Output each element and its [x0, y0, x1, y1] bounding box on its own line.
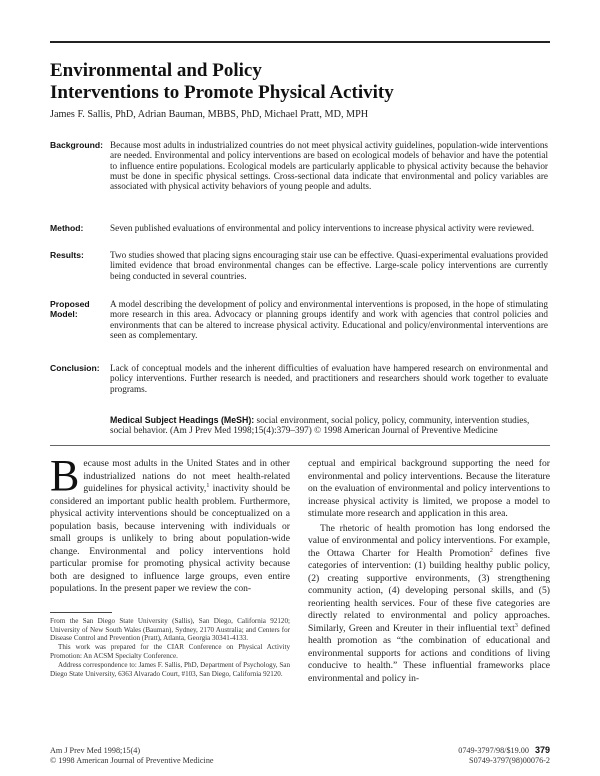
body-column-right	[308, 458, 550, 685]
body-paragraph	[308, 523, 550, 686]
intro-paragraph	[50, 451, 290, 596]
citation-1: 1	[206, 482, 210, 489]
section-divider	[50, 445, 550, 446]
footnotes	[50, 617, 290, 679]
copyright-notice: © 1998 American Journal of Preventive Medicine	[50, 755, 214, 765]
mesh-text: social environment, social policy, policy, community, intervention studies, social behavior. (Am J Prev Med 1998;15(4):379–397) © 1998 American Journal of Preventive Medicine	[110, 415, 530, 436]
body-text: The rhetoric of health promotion has long endorsed the value of environmental and policy interventions. For example, the Ottawa Charter for Health Promotion	[308, 522, 550, 559]
abstract-text: Two studies showed that placing signs encouraging stair use can be effective. Quasi-experimental evaluations provided limited evidence that broad environmental changes can be effective. Large-scale policy interventions are currently being conducted in several countries.	[110, 250, 548, 281]
abstract-text: A model describing the development of policy and environmental interventions is proposed, in the hope of stimulating more research in this area. Advocacy or planning groups identify and work with agencies that control policies and environments that can be altered to increase physical activity. Educational and policy/environmental interventions are seen as complementary.	[110, 299, 548, 340]
pii-code: S0749-3797(98)00076-2	[469, 755, 550, 765]
abstract-text: Lack of conceptual models and the inherent difficulties of evaluation have hampered research on environmental and policy interventions. Further research is needed, and practitioners and researchers should work together to evaluate programs.	[110, 363, 548, 394]
abstract-label: Method:	[50, 223, 84, 233]
abstract-label: Conclusion:	[50, 363, 100, 373]
footnote-affiliations: From the San Diego State University (Sallis), San Diego, California 92120; University of New South Wales (Bauman), Sydney, 2170 Australia; and Centers for Disease Control and Prevention (Pratt), Atlanta, Georgia 30341-4133.	[50, 617, 290, 643]
footnote-correspondence: Address correspondence to: James F. Sallis, PhD, Department of Psychology, San Diego State University, 6363 Alvarado Court, #103, San Diego, California 92120.	[50, 660, 290, 678]
article-title	[50, 60, 550, 104]
mesh-label: Medical Subject Headings (MeSH):	[110, 415, 255, 425]
body-paragraph: ceptual and empirical background supporting the need for environmental and policy interventions. Because the literature on the evaluation of environmental and policy interventions to increase physical activity is limited, we propose a model to stimulate more research and application in this area.	[308, 458, 550, 519]
citation-2: 2	[489, 547, 493, 554]
abstract-label: Results:	[50, 250, 84, 260]
mesh-keywords	[110, 415, 548, 436]
abstract-label-line-2: Model:	[50, 309, 78, 320]
body-text: defined health promotion as “the combination of educational and environmental supports for actions and conditions of living conducive to health.” These influential frameworks place environmental and policy in-	[308, 622, 550, 684]
body-column-left	[50, 451, 290, 596]
journal-citation: Am J Prev Med 1998;15(4)	[50, 746, 141, 755]
footnote-prepared: This work was prepared for the CIAR Conference on Physical Activity Promotion: An ACSM Specialty Conference.	[50, 643, 290, 660]
abstract-label: Background:	[50, 140, 103, 150]
issn-price: 0749-3797/98/$19.00	[458, 746, 529, 755]
title-line-1: Environmental and Policy	[50, 60, 262, 81]
intro-text-cont: inactivity should be considered an important public health problem. Furthermore, physical activity interventions should be conceptualized on a population basis, because intervening with individuals or small groups is unlikely to bring about population-wide change. Environmental and policy interventions hold particular promise for promoting physical activity because both are designed to influence large groups, even entire populations. In the present paper we review the con-	[50, 483, 290, 594]
abstract-label-line-1: Proposed	[50, 299, 90, 309]
author-list: James F. Sallis, PhD, Adrian Bauman, MBBS, PhD, Michael Pratt, MD, MPH	[50, 109, 369, 120]
citation-3: 3	[514, 622, 518, 629]
abstract-text: Seven published evaluations of environmental and policy interventions to increase physical activity were reviewed.	[110, 223, 535, 233]
body-text: defines five categories of intervention: (1) building healthy public policy, (2) creating supportive environments, (3) strengthening community action, (4) developing personal skills, and (5) reorienting health services. Four of these five categories are directly related to environmental and policy approaches. Similarly, Green and Kreuter in their influential text	[308, 547, 550, 634]
intro-text: ecause most adults in the United States and in other industrialized nations do not meet health-related guidelines for physical activity,	[83, 458, 290, 494]
title-line-2: Interventions to Promote Physical Activity	[50, 82, 394, 103]
footnote-rule	[50, 612, 112, 613]
footer-right	[458, 746, 550, 766]
top-rule	[50, 41, 550, 43]
page-number: 379	[534, 745, 550, 755]
drop-cap: B	[50, 451, 80, 500]
abstract-label	[50, 299, 108, 319]
footer-left	[50, 746, 214, 766]
abstract-text: Because most adults in industrialized countries do not meet physical activity guidelines, population-wide interventions are needed. Environmental and policy interventions are based on ecological models of behavior and have the potential to influence entire populations. Ecological models are particularly applicable to physical activity because the behavior must be done in specific physical settings. Cross-sectional data indicate that environmental and policy variables are associated with physical activity behaviors of young people and adults.	[110, 140, 548, 192]
